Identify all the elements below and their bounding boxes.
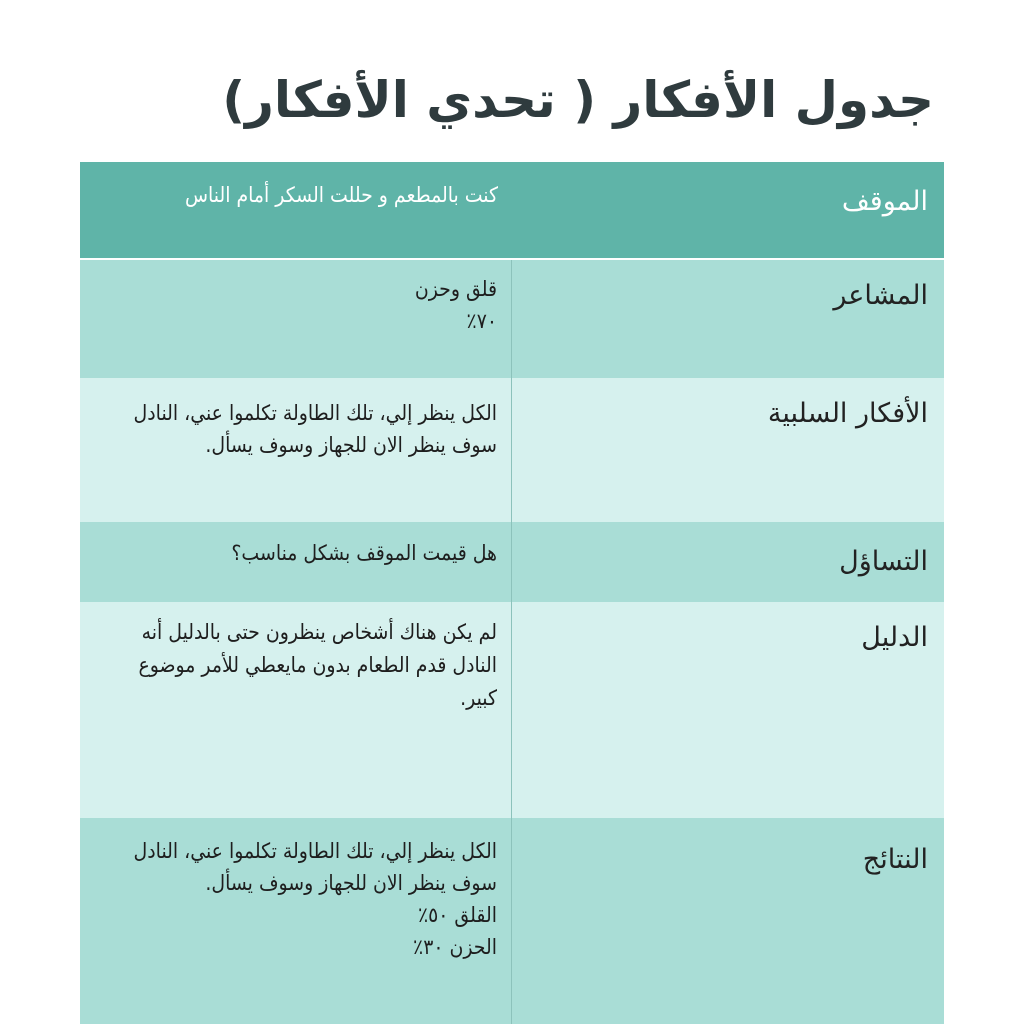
results-label: النتائج bbox=[862, 844, 928, 875]
negative-thoughts-line-1: الكل ينظر إلي، تلك الطاولة تكلموا عني، النادل bbox=[133, 401, 497, 425]
results-line-3: القلق ٥٠٪ bbox=[417, 902, 497, 927]
feelings-value bbox=[80, 260, 512, 378]
results-line-4: الحزن ٣٠٪ bbox=[413, 934, 497, 959]
questioning-label: التساؤل bbox=[839, 546, 928, 577]
table-row-results bbox=[80, 818, 944, 1024]
table-header-row bbox=[80, 162, 944, 258]
questioning-line-1: هل قيمت الموقف بشكل مناسب؟ bbox=[231, 541, 497, 565]
negative-thoughts-value bbox=[80, 378, 512, 522]
table-row-questioning bbox=[80, 522, 944, 602]
feelings-line-2: ٧٠٪ bbox=[466, 308, 497, 333]
evidence-line-2: النادل قدم الطعام بدون مايعطي للأمر موضوع bbox=[138, 653, 497, 678]
evidence-line-1: لم يكن هناك أشخاص ينظرون حتى بالدليل أنه bbox=[141, 620, 497, 644]
situation-label: الموقف bbox=[841, 186, 928, 217]
negative-thoughts-label: الأفكار السلبية bbox=[767, 398, 928, 429]
results-line-2: سوف ينظر الان للجهاز وسوف يسأل. bbox=[205, 870, 497, 895]
results-line-1: الكل ينظر إلي، تلك الطاولة تكلموا عني، النادل bbox=[133, 839, 497, 863]
evidence-value bbox=[80, 602, 512, 818]
evidence-line-3: كبير. bbox=[460, 686, 497, 711]
slide-title: جدول الأفكار ( تحدي الأفكار) bbox=[222, 71, 934, 129]
feelings-label: المشاعر bbox=[833, 280, 928, 311]
feelings-line-1: قلق وحزن bbox=[414, 277, 497, 301]
evidence-label: الدليل bbox=[861, 622, 928, 653]
thought-record-table bbox=[80, 162, 944, 1024]
table-row-evidence bbox=[80, 602, 944, 818]
questioning-value bbox=[80, 522, 512, 602]
situation-value: كنت بالمطعم و حللت السكر أمام الناس bbox=[184, 183, 498, 207]
negative-thoughts-line-2: سوف ينظر الان للجهاز وسوف يسأل. bbox=[205, 432, 497, 457]
table-row-feelings bbox=[80, 258, 944, 378]
results-value bbox=[80, 818, 512, 1024]
table-row-negative-thoughts bbox=[80, 378, 944, 522]
